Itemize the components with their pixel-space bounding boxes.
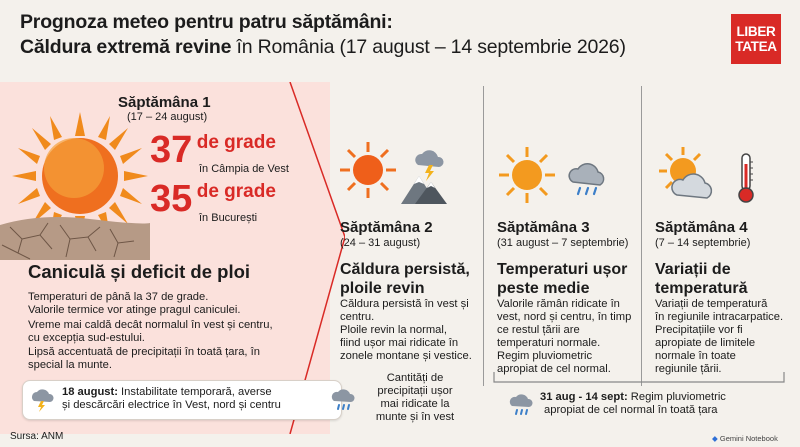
week2-title: Săptămâna 2: [340, 219, 433, 236]
week3-body-line: temperaturi normale.: [497, 337, 601, 349]
bottom-note: [540, 391, 726, 417]
week3-body-line: Valorile rămân ridicate în: [497, 298, 620, 310]
week4-body: [655, 298, 783, 376]
week3-body-line: Regim pluviometric: [497, 350, 593, 362]
temp2-place: în București: [199, 212, 258, 224]
week4-heading: [655, 260, 747, 298]
sun-icon: [338, 140, 398, 200]
week2-heading: [340, 260, 470, 298]
libertatea-logo: [731, 14, 781, 64]
week3-heading-line: peste medie: [497, 280, 590, 297]
week4-body-line: Variații de temperatură: [655, 298, 768, 310]
week3-heading-line: Temperaturi ușor: [497, 261, 628, 278]
week1-p2-line: Vreme mai caldă decât normalul în vest și centru,: [28, 319, 273, 331]
week3-dates: (31 august – 7 septembrie): [497, 237, 629, 249]
temp1-value: 37: [150, 129, 193, 171]
week3-heading: [497, 260, 627, 298]
bottom-note-date: 31 aug - 14 sept:: [540, 391, 628, 403]
week2-note-line: precipitații ușor: [377, 385, 453, 397]
logo-line-2: TATEA: [735, 39, 777, 54]
week1-paragraph-3: [28, 346, 260, 372]
week3-body: [497, 298, 631, 376]
week4-heading-line: Variații de: [655, 261, 731, 278]
title-line-1: Prognoza meteo pentru patru săptămâni:: [20, 11, 393, 33]
week4-heading-line: temperatură: [655, 280, 748, 297]
credit-label: ◆ Gemini Notebook: [712, 434, 778, 443]
logo-line-1: LIBER: [736, 24, 776, 39]
week2-body: [340, 298, 472, 363]
thunderstorm-cloud-icon: [29, 387, 55, 413]
cracked-earth-icon: [0, 205, 150, 260]
sun-icon: [497, 145, 557, 205]
week1-callout: [22, 380, 342, 420]
week1-p1-line: Valorile termice vor atinge pragul caniculei.: [28, 304, 241, 316]
mountain-icon: [401, 172, 447, 204]
column-divider: [483, 86, 484, 386]
week1-p2-line: cu excepția sud-estului.: [28, 332, 145, 344]
title-rest-part: în România (17 august – 14 septembrie 2026): [231, 36, 626, 58]
bracket-line: [493, 372, 785, 384]
week4-dates: (7 – 14 septembrie): [655, 237, 751, 249]
week4-body-line: regiunile țării.: [655, 363, 722, 375]
week4-body-line: Precipitațiile vor fi: [655, 324, 743, 336]
rain-cloud-icon: [565, 158, 613, 198]
week4-body-line: apropiate de limitele: [655, 337, 756, 349]
week2-note-line: munte și în vest: [375, 411, 455, 423]
week1-title: Săptămâna 1: [118, 94, 211, 111]
week4-title: Săptămâna 4: [655, 219, 748, 236]
week4-body-line: normale în toate: [655, 350, 736, 362]
week2-note-line: Cantități de: [386, 372, 444, 384]
bottom-note-line2: apropiat de cel normal în toată țara: [544, 404, 718, 416]
week4-body-line: în regiunile intracarpatice.: [655, 311, 784, 323]
week2-dates: (24 – 31 august): [340, 237, 421, 249]
callout-date: 18 august:: [62, 386, 118, 398]
week1-p1-line: Temperaturi de până la 37 de grade.: [28, 291, 209, 303]
temp1-place: în Câmpia de Vest: [199, 163, 289, 175]
rain-cloud-icon: [508, 392, 536, 418]
callout-line2: și descărcări electrice în Vest, nord și centru: [62, 399, 281, 411]
callout-text: [62, 386, 281, 412]
week2-body-line: fiind ușor mai ridicate în: [340, 337, 459, 349]
column-divider: [641, 86, 642, 386]
week2-body-line: zonele montane și vestice.: [340, 350, 472, 362]
week1-p3-line: Lipsă accentuată de precipitații în toată țara, în: [28, 346, 260, 358]
temp2-value: 35: [150, 178, 193, 220]
thermometer-icon: [737, 152, 755, 204]
rain-cloud-icon: [330, 387, 358, 413]
callout-line1: Instabilitate temporară, averse: [117, 386, 272, 398]
source-label: Sursa: ANM: [10, 431, 64, 442]
temp2-unit: de grade: [196, 181, 276, 202]
partly-cloudy-icon: [655, 145, 725, 205]
week2-heading-line: ploile revin: [340, 280, 425, 297]
week1-p3-line: special la munte.: [28, 359, 112, 371]
bottom-note-line1: Regim pluviometric: [627, 391, 726, 403]
week2-note-line: mai ridicate la: [380, 398, 450, 410]
week2-body-line: Căldura persistă în vest și: [340, 298, 469, 310]
week1-heading: Caniculă și deficit de ploi: [28, 261, 251, 282]
week3-title: Săptămâna 3: [497, 219, 590, 236]
week1-dates: (17 – 24 august): [127, 111, 208, 123]
week1-paragraph-2: [28, 319, 273, 345]
week2-heading-line: Căldura persistă,: [340, 261, 470, 278]
week3-body-line: vest, nord și centru, în timp: [497, 311, 632, 323]
title-bold-part: Căldura extremă revine: [20, 36, 232, 58]
week2-note: [365, 372, 465, 424]
title-line-2: [20, 35, 720, 60]
week3-body-line: ce restul țării are: [497, 324, 580, 336]
week2-body-line: Ploile revin la normal,: [340, 324, 447, 336]
week1-paragraph-1: [28, 291, 240, 317]
temp1-unit: de grade: [196, 132, 276, 153]
week2-body-line: centru.: [340, 311, 375, 323]
week3-body-line: apropiat de cel normal.: [497, 363, 611, 375]
credit-text: Gemini Notebook: [719, 434, 778, 443]
page-title: [20, 10, 720, 60]
